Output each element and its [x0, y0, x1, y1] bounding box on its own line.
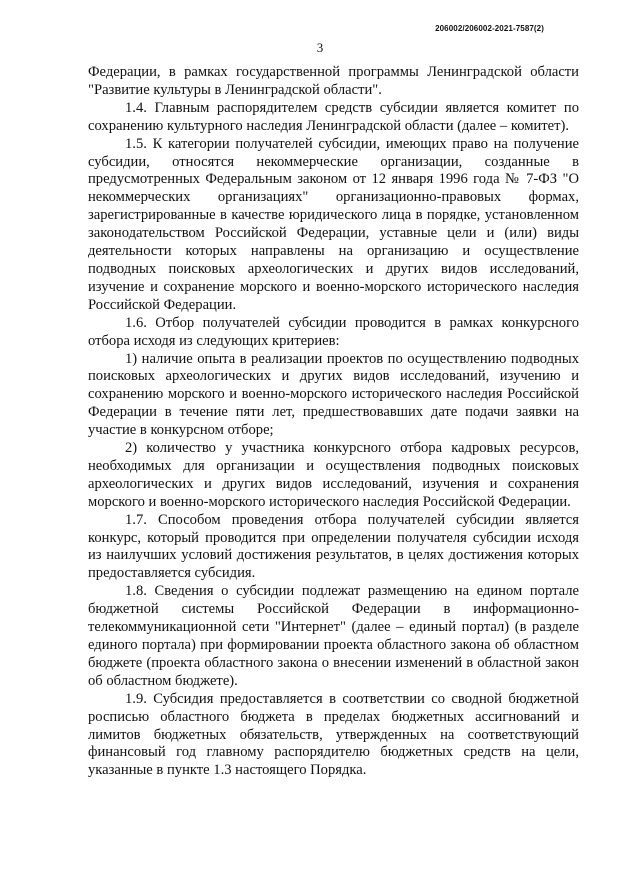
paragraph-1-9: 1.9. Субсидия предоставляется в соответствии со сводной бюджетной росписью областного бюджета в пределах бюджетных ассигнований и лимитов бюджетных обязательств, утвержденных на соответствующий финансовый год главному распорядителю бюджетных средств на цели, указанные в пункте 1.3 настоящего Порядка. — [88, 690, 579, 779]
page-number: 3 — [316, 40, 324, 55]
paragraph-1-6: 1.6. Отбор получателей субсидии проводится в рамках конкурсного отбора исходя из следующих критериев: — [88, 314, 579, 349]
paragraph-1-4: 1.4. Главным распорядителем средств субсидии является комитет по сохранению культурного наследия Ленинградской области (далее – комитет). — [88, 99, 579, 134]
document-body — [88, 64, 579, 780]
paragraph-1-8: 1.8. Сведения о субсидии подлежат размещению на едином портале бюджетной системы Российской Федерации в информационно-телекоммуникационной сети "Интернет" (далее – единый портал) (в разделе единого портала) при формировании проекта областного закона об областном бюджете (проекта областного закона о внесении изменений в областной закон об областном бюджете). — [88, 583, 579, 689]
document-id: 206002/206002-2021-7587(2) — [435, 24, 544, 33]
paragraph-1-6-criterion-1: 1) наличие опыта в реализации проектов по осуществлению подводных поисковых археологических и других видов исследований, изучению и сохранению морского и военно-морского исторического наследия Российской Федерации в течение пяти лет, предшествовавших дате подачи заявки на участие в конкурсном отборе; — [88, 350, 579, 439]
paragraph-1-5: 1.5. К категории получателей субсидии, имеющих право на получение субсидии, относятся некоммерческие организации, созданные в предусмотренных Федеральным законом от 12 января 1996 года № 7-ФЗ "О некоммерческих организациях" организационно-правовых формах, зарегистрированные в качестве юридического лица в порядке, установленном законодательством Российской Федерации, уставные цели и (или) виды деятельности которых направлены на организацию и осуществление подводных поисковых археологических и других видов исследований, изучение и сохранение морского и военно-морского исторического наследия Российской Федерации. — [88, 135, 579, 313]
paragraph-continuation: Федерации, в рамках государственной программы Ленинградской области "Развитие культуры в Ленинградской области". — [88, 64, 579, 98]
paragraph-1-7: 1.7. Способом проведения отбора получателей субсидии является конкурс, который проводится при определении получателя субсидии исходя из наилучших условий достижения результатов, в целях достижения которых предоставляется субсидия. — [88, 511, 579, 582]
paragraph-1-6-criterion-2: 2) количество у участника конкурсного отбора кадровых ресурсов, необходимых для организации и осуществления подводных поисковых археологических и других видов исследований, изучения и сохранения морского и военно-морского исторического наследия Российской Федерации. — [88, 440, 579, 510]
